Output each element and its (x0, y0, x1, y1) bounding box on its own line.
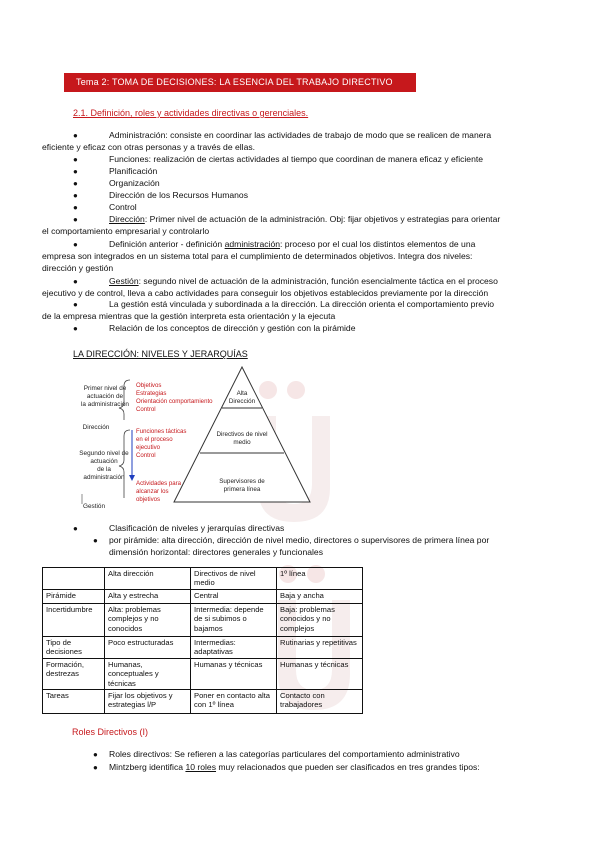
table-row (43, 637, 363, 659)
bullet-text: Control (109, 202, 137, 212)
bullet-dot: ● (73, 324, 78, 333)
diagram-label: administración (83, 474, 125, 481)
diagram-label: la administración (81, 401, 129, 408)
diagram-red-label: Actividades para (136, 480, 182, 487)
bullet-dot: ● (93, 763, 98, 772)
bullet-text: el comportamiento empresarial y controlarlo (42, 226, 210, 236)
table-cell: Alta: problemas complejos y no conocidos (105, 604, 191, 637)
arrow-head-icon (129, 475, 135, 481)
bullet-dot: ● (73, 131, 78, 140)
diagram-label: de la (97, 466, 111, 473)
table-header-cell: Directivos de nivel medio (191, 568, 277, 590)
roles-heading: Roles Directivos (I) (72, 727, 149, 737)
bullet-dot: ● (73, 277, 78, 286)
bullet-text: eficiente y eficaz con otras personas y a través de ellas. (42, 142, 256, 152)
bullet-dot: ● (73, 155, 78, 164)
bullet-text: empresa son integrados en un sistema total para el cumplimiento de determinados objetivos. Integra dos niveles: (42, 251, 473, 261)
table-cell: Central (191, 590, 277, 604)
diagram-red-label: objetivos (136, 496, 161, 503)
pyramid-level-label: Dirección (228, 398, 256, 405)
bullet-text: Administración: consiste en coordinar las actividades de trabajo de modo que se realicen de manera (109, 130, 492, 140)
diagram-label: Primer nivel de (83, 385, 127, 392)
table-row (43, 690, 363, 714)
table-cell: Humanas y técnicas (191, 659, 277, 690)
diagram-red-label: Orientación comportamiento (136, 398, 213, 405)
brace (119, 430, 130, 498)
bullet-dot: ● (73, 203, 78, 212)
table-cell: Alta y estrecha (105, 590, 191, 604)
bullet-text (109, 276, 498, 287)
bullet-dot: ● (73, 179, 78, 188)
bullet-text (109, 239, 475, 250)
bullet-text: de la empresa mientras que la gestión interpreta esta orientación y la ejecuta (42, 311, 336, 321)
bullet-text-rest: muy relacionados que pueden ser clasificados en tres grandes tipos: (216, 762, 480, 772)
topic-header-bar (64, 73, 416, 92)
table-header-cell: 1º línea (277, 568, 363, 590)
table-header-row (43, 568, 363, 590)
table-cell: Humanas y técnicas (277, 659, 363, 690)
bullet-text: Organización (109, 178, 160, 188)
term-10-roles: 10 roles (185, 762, 217, 772)
table-cell: Incertidumbre (43, 604, 105, 637)
table-cell: Intermedia: depende de si subimos o bajamos (191, 604, 277, 637)
pyramid-diagram (72, 362, 332, 512)
bullet-dot: ● (73, 215, 78, 224)
bullet-text: Planificación (109, 166, 158, 176)
bullet-text-rest: : segundo nivel de actuación de la administración, función esencialmente táctica en el proceso (138, 276, 498, 286)
bullet-text-pre: Definición anterior - definición (109, 239, 225, 249)
bullet-dot: ● (73, 524, 78, 533)
table-cell: Tareas (43, 690, 105, 714)
pyramid-level-label: Directivos de nivel (216, 431, 268, 438)
bullet-dot: ● (73, 300, 78, 309)
bullet-text: dirección y gestión (42, 263, 114, 273)
pyramid-level-label: Supervisores de (219, 478, 265, 485)
bullet-text: Clasificación de niveles y jerarquías directivas (109, 523, 285, 533)
bullet-text-rest: : proceso por el cual los distintos elementos de una (280, 239, 476, 249)
pyramid-level-label: primera línea (223, 486, 261, 493)
bullet-text: dimensión horizontal: directores generales y funcionales (109, 547, 324, 557)
diagram-label: actuación de (86, 393, 124, 400)
diagram-label: actuación (90, 458, 118, 465)
table-cell: Intermedias: adaptativas (191, 637, 277, 659)
pyramid-level-label: Alta (236, 390, 248, 397)
term-administracion: administración (224, 239, 281, 249)
bullet-text: ejecutivo y de control, lleva a cabo actividades para conseguir los objetivos establecidos previamente por la dirección (42, 288, 489, 298)
table-cell: Fijar los objetivos y estrategias l/P (105, 690, 191, 714)
bullet-text (109, 762, 480, 773)
bullet-dot: ● (73, 191, 78, 200)
table-row (43, 659, 363, 690)
section-heading-definition[interactable]: 2.1. Definición, roles y actividades directivas o gerenciales. (73, 108, 309, 118)
bullet-dot: ● (93, 536, 98, 545)
diagram-red-label: Estrategias (136, 390, 167, 397)
hierarchy-table (42, 567, 363, 714)
bullet-text: Relación de los conceptos de dirección y gestión con la pirámide (109, 323, 356, 333)
diagram-label: Segundo nivel de (79, 450, 129, 457)
bullet-dot: ● (73, 240, 78, 249)
table-header-cell (43, 568, 105, 590)
table-cell: Formación, destrezas (43, 659, 105, 690)
bullet-text: Funciones: realización de ciertas actividades al tiempo que coordinan de manera eficaz y eficiente (109, 154, 484, 164)
bullet-text: La gestión está vinculada y subordinada a la dirección. La dirección orienta el comportamiento previo (109, 299, 495, 309)
diagram-red-label: Funciones tácticas (136, 428, 187, 435)
diagram-red-label: ejecutivo (136, 444, 161, 451)
diagram-label: Gestión (82, 503, 106, 510)
topic-header-title: Tema 2: TOMA DE DECISIONES: LA ESENCIA DEL TRABAJO DIRECTIVO (76, 77, 393, 87)
table-row (43, 590, 363, 604)
diagram-red-label: alcanzar los (136, 488, 169, 495)
diagram-red-label: Control (136, 406, 156, 413)
bullet-dot: ● (73, 167, 78, 176)
bullet-text (109, 214, 500, 225)
table-cell: Poner en contacto alta con 1º línea (191, 690, 277, 714)
table-cell: Contacto con trabajadores (277, 690, 363, 714)
bullet-text: Roles directivos: Se refieren a las categorías particulares del comportamiento administrativo (109, 749, 460, 759)
bullet-text-rest: : Primer nivel de actuación de la administración. Obj: fijar objetivos y estrategias para orientar (144, 214, 501, 224)
term-gestion: Gestión (109, 276, 139, 286)
table-cell: Tipo de decisiones (43, 637, 105, 659)
table-cell: Poco estructuradas (105, 637, 191, 659)
bullet-text: Dirección de los Recursos Humanos (109, 190, 248, 200)
table-cell: Baja y ancha (277, 590, 363, 604)
diagram-label: Dirección (82, 424, 110, 431)
table-cell: Pirámide (43, 590, 105, 604)
term-direccion: Dirección (109, 214, 145, 224)
diagram-red-label: en el proceso (136, 436, 173, 443)
table-row (43, 604, 363, 637)
pyramid-level-label: medio (233, 439, 251, 446)
diagram-red-label: Control (136, 452, 156, 459)
table-header-cell: Alta dirección (105, 568, 191, 590)
section-heading-direccion: LA DIRECCIÓN: NIVELES Y JERARQUÍAS (73, 349, 248, 359)
table-cell: Rutinarias y repetitivas (277, 637, 363, 659)
diagram-red-label: Objetivos (136, 382, 162, 389)
table-cell: Baja: problemas conocidos y no complejos (277, 604, 363, 637)
table-cell: Humanas, conceptuales y técnicas (105, 659, 191, 690)
bullet-dot: ● (93, 750, 98, 759)
bullet-text-pre: Mintzberg identifica (109, 762, 186, 772)
bullet-text: por pirámide: alta dirección, dirección de nivel medio, directores o supervisores de primera línea por (109, 535, 490, 545)
